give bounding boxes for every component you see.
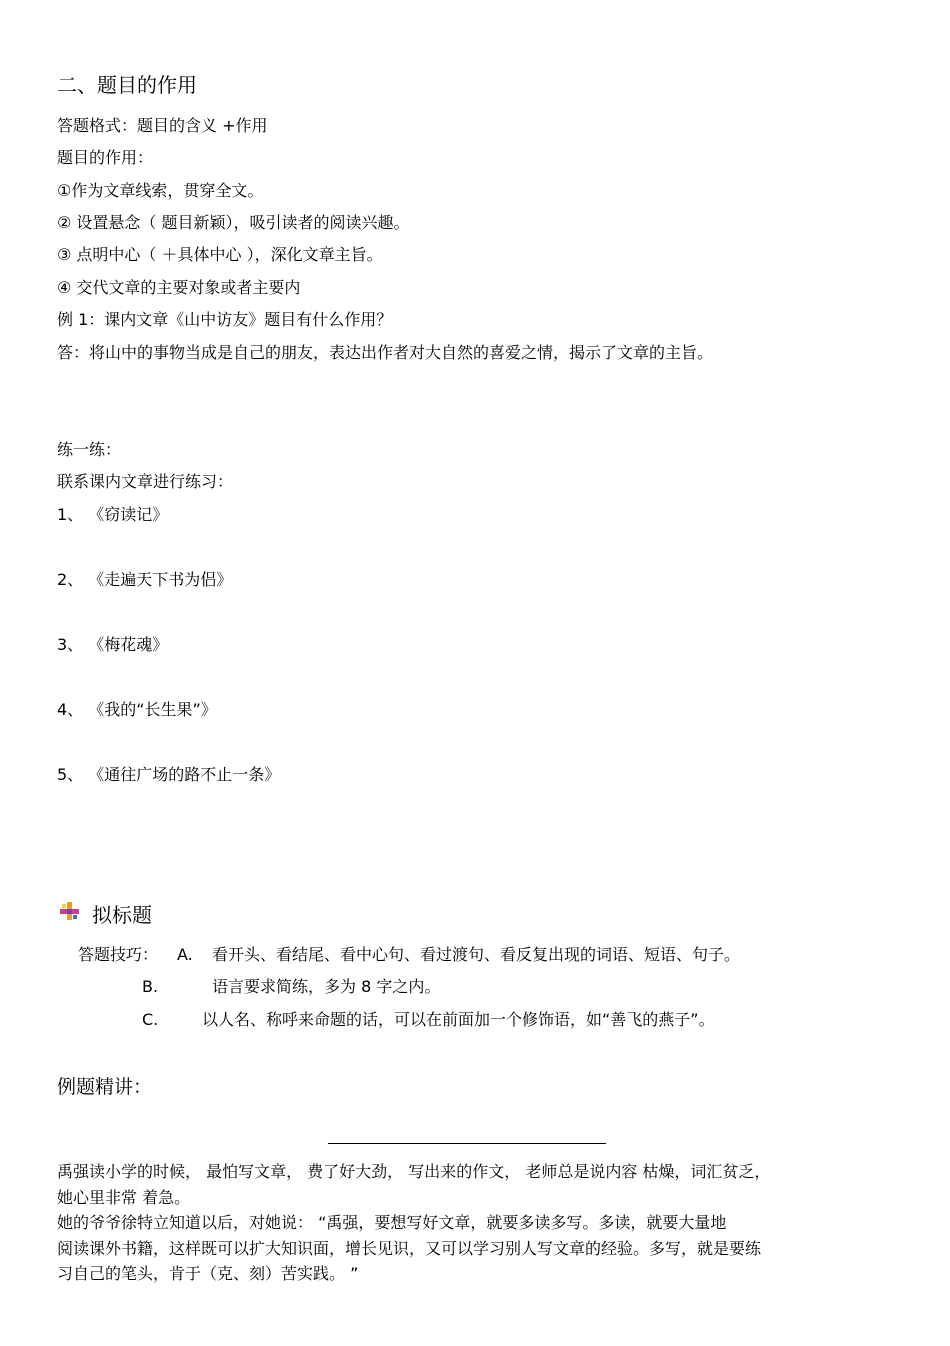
- function-item-3: ③ 点明中心（ ＋具体中心 ），深化文章主旨。: [57, 245, 383, 264]
- title-blank-line: [328, 1143, 606, 1144]
- practice-title: 练一练：: [57, 440, 122, 459]
- function-label-line: 题目的作用：: [57, 148, 154, 167]
- section-heading-make-title: 拟标题: [92, 903, 152, 927]
- practice-item: 4、 《我的“长生果”》: [57, 700, 217, 719]
- passage-line: 习自己的笔头，肯于（克、刻）苦实践。 ”: [57, 1264, 359, 1283]
- tip-letter: C.: [142, 1010, 159, 1029]
- passage-line: 她心里非常 着急。: [57, 1188, 191, 1207]
- tips-label: 答题技巧：: [78, 945, 159, 964]
- tip-text: 以人名、称呼来命题的话，可以在前面加一个修饰语，如“善飞的燕子”。: [202, 1010, 715, 1029]
- practice-item: 1、 《窃读记》: [57, 505, 169, 524]
- practice-item: 3、 《梅花魂》: [57, 635, 169, 654]
- example-question-line: 例 1：课内文章《山中访友》题目有什么作用？: [57, 310, 393, 329]
- function-item-4: ④ 交代文章的主要对象或者主要内: [57, 278, 301, 297]
- answer-format-line: 答题格式：题目的含义 +作用: [57, 116, 268, 135]
- passage-line: 禹强读小学的时候， 最怕写文章， 费了好大劲， 写出来的作文， 老师总是说内容 枯燥，词汇贫乏，: [57, 1162, 771, 1181]
- example-answer-line: 答：将山中的事物当成是自己的朋友，表达出作者对大自然的喜爱之情，揭示了文章的主旨。: [57, 343, 714, 362]
- tip-letter: B.: [142, 977, 159, 996]
- example-heading: 例题精讲：: [57, 1076, 153, 1098]
- function-item-1: ①作为文章线索，贯穿全文。: [57, 181, 264, 200]
- passage-line: 她的爷爷徐特立知道以后，对她说： “禹强，要想写好文章，就要多读多写。多读，就要大量地: [57, 1213, 727, 1232]
- tip-text: 看开头、看结尾、看中心句、看过渡句、看反复出现的词语、短语、句子。: [212, 945, 741, 964]
- function-item-2: ② 设置悬念（ 题目新颖），吸引读者的阅读兴趣。: [57, 213, 410, 232]
- practice-subtitle: 联系课内文章进行练习：: [57, 472, 234, 491]
- practice-item: 5、 《通往广场的路不止一条》: [57, 765, 281, 784]
- tip-text: 语言要求简练，多为 8 字之内。: [212, 977, 441, 996]
- section-heading-title-function: 二、题目的作用: [57, 73, 197, 97]
- tip-letter: A.: [177, 945, 193, 964]
- practice-item: 2、 《走遍天下书为侣》: [57, 570, 233, 589]
- passage-line: 阅读课外书籍，这样既可以扩大知识面，增长见识，又可以学习别人写文章的经验。多写，就是要练: [57, 1239, 762, 1258]
- bullet-cross-icon: [58, 900, 80, 922]
